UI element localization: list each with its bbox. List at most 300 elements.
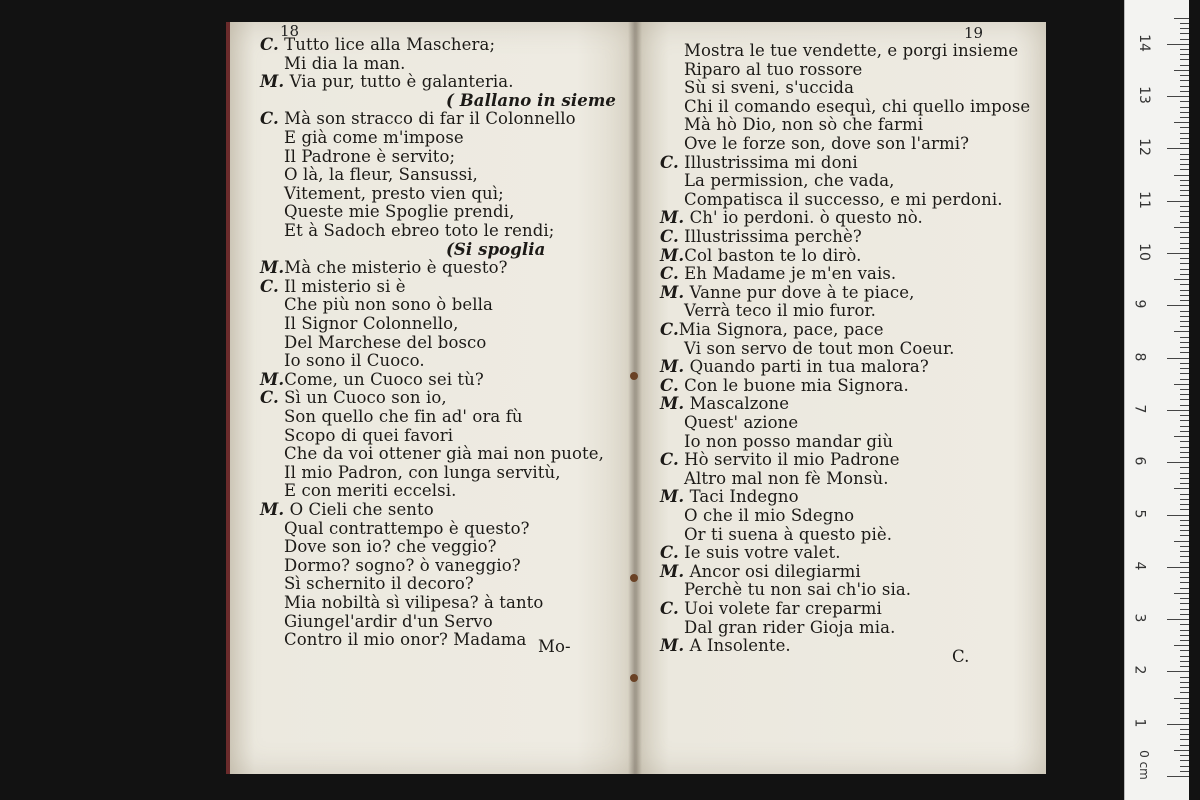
verse-text: Il Signor Colonnello, xyxy=(284,314,459,333)
verse-text: Con le buone mia Signora. xyxy=(678,375,909,395)
text-line xyxy=(684,61,862,79)
verse-text: (Si spoglia xyxy=(446,239,546,259)
ruler-tick xyxy=(1180,755,1189,756)
ruler-tick xyxy=(1180,405,1189,406)
ruler-tick xyxy=(1180,352,1189,353)
ruler-tick xyxy=(1180,337,1189,338)
verse-text: Il mio Padron, con lunga servitù, xyxy=(284,462,561,482)
ruler-tick xyxy=(1180,426,1189,427)
ruler-tick xyxy=(1180,499,1189,500)
ruler-tick xyxy=(1180,133,1189,134)
ruler-tick xyxy=(1167,305,1189,306)
ruler-tick xyxy=(1180,248,1189,249)
ruler-tick xyxy=(1174,227,1189,228)
verse-text: Mà son stracco di far il Colonnello xyxy=(278,109,576,129)
ruler-tick xyxy=(1174,18,1189,19)
verse-text: E già come m'impose xyxy=(284,128,464,147)
ruler-tick xyxy=(1167,776,1189,777)
ruler-tick xyxy=(1180,363,1189,364)
ruler-tick xyxy=(1180,708,1189,709)
right-page xyxy=(636,22,1046,774)
measurement-ruler xyxy=(1124,0,1189,800)
ruler-number: 12 xyxy=(1135,138,1152,157)
ruler-tick xyxy=(1180,692,1189,693)
ruler-tick xyxy=(1180,154,1189,155)
verse-text: Io sono il Cuoco. xyxy=(284,351,425,371)
verse-text: Via pur, tutto è galanteria. xyxy=(284,72,514,92)
ruler-tick xyxy=(1180,300,1189,301)
ruler-tick xyxy=(1174,70,1189,71)
verse-text: Mia Signora, pace, pace xyxy=(678,320,884,339)
ruler-tick xyxy=(1174,122,1189,123)
verse-text: Che più non sono ò bella xyxy=(284,295,493,315)
ruler-tick xyxy=(1180,630,1189,631)
verse-text: Qual contrattempo è questo? xyxy=(284,518,530,538)
ruler-tick xyxy=(1180,467,1189,468)
verse-text: Compatisca il successo, e mi perdoni. xyxy=(684,189,1003,209)
ruler-tick xyxy=(1180,389,1189,390)
ruler-tick xyxy=(1180,394,1189,395)
verse-text: Or ti suena à questo piè. xyxy=(684,524,893,544)
ruler-unit-label: 0 cm xyxy=(1136,750,1151,780)
ruler-tick xyxy=(1167,201,1189,202)
verse-text: Illustrissima perchè? xyxy=(678,227,862,246)
verse-text: Quest' azione xyxy=(684,413,799,432)
text-line xyxy=(284,445,604,463)
ruler-tick xyxy=(1180,457,1189,458)
text-line xyxy=(684,172,895,190)
text-line xyxy=(660,637,791,655)
ruler-tick xyxy=(1167,462,1189,463)
text-line xyxy=(284,538,497,556)
ruler-tick xyxy=(1180,59,1189,60)
ruler-tick xyxy=(1167,96,1189,97)
speaker-label: C. xyxy=(660,264,679,284)
text-line xyxy=(660,451,900,469)
speaker-label: C. xyxy=(660,227,679,246)
verse-text: Sì schernito il decoro? xyxy=(284,574,474,594)
text-line xyxy=(684,135,969,153)
open-book xyxy=(226,22,1046,774)
speaker-label: C. xyxy=(660,543,679,563)
ruler-tick xyxy=(1180,509,1189,510)
ruler-tick xyxy=(1180,483,1189,484)
text-line xyxy=(284,594,543,612)
ruler-tick xyxy=(1180,640,1189,641)
ruler-tick xyxy=(1180,190,1189,191)
verse-text: Eh Madame je m'en vais. xyxy=(678,264,897,284)
ruler-number: 10 xyxy=(1135,243,1152,261)
ruler-tick xyxy=(1180,112,1189,113)
text-line xyxy=(684,191,1003,209)
text-line xyxy=(284,482,456,500)
ruler-tick xyxy=(1180,635,1189,636)
speaker-label: M. xyxy=(660,394,685,414)
ruler-tick xyxy=(1180,347,1189,348)
verse-text: Giungel'ardir d'un Servo xyxy=(284,611,493,631)
ruler-tick xyxy=(1180,101,1189,102)
verse-text: Son quello che fin ad' ora fù xyxy=(284,407,523,426)
ruler-tick xyxy=(1180,682,1189,683)
ruler-number: 8 xyxy=(1131,352,1148,362)
verse-text: Mà hò Dio, non sò che farmi xyxy=(684,115,924,135)
ruler-tick xyxy=(1180,127,1189,128)
catchword-right: C. xyxy=(952,647,970,666)
text-line xyxy=(284,613,493,631)
ruler-tick xyxy=(1180,734,1189,735)
ruler-tick xyxy=(1174,488,1189,489)
ruler-tick xyxy=(1180,420,1189,421)
ruler-tick xyxy=(1180,33,1189,34)
ruler-tick xyxy=(1180,342,1189,343)
verse-text: Illustrissima mi doni xyxy=(678,152,858,172)
ruler-tick xyxy=(1180,180,1189,181)
ruler-tick xyxy=(1167,671,1189,672)
ruler-tick xyxy=(1180,326,1189,327)
ruler-tick xyxy=(1167,619,1189,620)
ruler-number: 2 xyxy=(1131,665,1148,675)
ruler-number: 9 xyxy=(1131,299,1148,309)
verse-text: Mà che misterio è questo? xyxy=(284,258,508,278)
text-line xyxy=(446,92,616,110)
ruler-tick xyxy=(1180,274,1189,275)
verse-text: Come, un Cuoco sei tù? xyxy=(284,369,484,389)
verse-text: Riparo al tuo rossore xyxy=(684,59,863,79)
ruler-tick xyxy=(1180,237,1189,238)
ruler-tick xyxy=(1174,541,1189,542)
verse-text: O che il mio Sdegno xyxy=(684,506,855,525)
ruler-tick xyxy=(1180,478,1189,479)
ruler-tick xyxy=(1167,410,1189,411)
speaker-label: M. xyxy=(660,245,685,265)
text-line xyxy=(660,395,789,413)
verse-text: Dal gran rider Gioja mia. xyxy=(684,617,896,637)
verse-text: Uoi volete far creparmi xyxy=(678,599,882,618)
text-line xyxy=(660,209,923,227)
verse-text: Ove le forze son, dove son l'armi? xyxy=(684,134,970,153)
verse-text: Scopo di quei favori xyxy=(284,425,454,445)
ruler-tick xyxy=(1180,269,1189,270)
ruler-tick xyxy=(1180,316,1189,317)
speaker-label: C. xyxy=(660,450,679,470)
ruler-tick xyxy=(1180,185,1189,186)
speaker-label: M. xyxy=(260,500,285,519)
verse-text: O Cieli che sento xyxy=(284,500,434,519)
text-line xyxy=(260,501,434,519)
verse-text: Ancor osi dilegiarmi xyxy=(684,561,861,581)
ruler-tick xyxy=(1180,452,1189,453)
ruler-tick xyxy=(1180,311,1189,312)
ruler-tick xyxy=(1180,138,1189,139)
ruler-tick xyxy=(1180,572,1189,573)
speaker-label: M. xyxy=(660,487,685,507)
text-line xyxy=(684,470,889,488)
ruler-tick xyxy=(1174,175,1189,176)
ruler-tick xyxy=(1180,368,1189,369)
ruler-tick xyxy=(1180,624,1189,625)
page-number-left: 18 xyxy=(280,22,300,40)
text-line xyxy=(446,241,545,259)
ruler-tick xyxy=(1167,44,1189,45)
ruler-tick xyxy=(1180,321,1189,322)
verse-text: Chi il comando esequì, chi quello impose xyxy=(684,96,1031,116)
ruler-tick xyxy=(1180,431,1189,432)
ruler-tick xyxy=(1180,107,1189,108)
text-line xyxy=(684,42,1018,60)
ruler-tick xyxy=(1174,698,1189,699)
ruler-tick xyxy=(1180,222,1189,223)
ruler-tick xyxy=(1174,331,1189,332)
ruler-tick xyxy=(1180,614,1189,615)
ruler-tick xyxy=(1180,263,1189,264)
verse-text: Mascalzone xyxy=(684,394,790,414)
text-line xyxy=(260,389,447,407)
verse-text: Hò servito il mio Padrone xyxy=(678,450,900,470)
ruler-tick xyxy=(1167,567,1189,568)
ruler-tick xyxy=(1167,253,1189,254)
speaker-label: M. xyxy=(660,208,685,228)
ruler-tick xyxy=(1180,159,1189,160)
text-line xyxy=(684,414,798,432)
ruler-tick xyxy=(1180,535,1189,536)
text-line xyxy=(660,544,841,562)
ruler-tick xyxy=(1167,724,1189,725)
ruler-tick xyxy=(1174,436,1189,437)
ruler-number: 4 xyxy=(1131,561,1148,571)
ruler-number: 6 xyxy=(1131,456,1148,466)
ruler-tick xyxy=(1180,546,1189,547)
speaker-label: M. xyxy=(260,72,285,92)
left-page xyxy=(226,22,638,774)
ruler-tick xyxy=(1174,645,1189,646)
verse-text: La permission, che vada, xyxy=(684,171,895,191)
text-line xyxy=(684,433,893,451)
ruler-tick xyxy=(1180,211,1189,212)
speaker-label: C. xyxy=(660,152,679,172)
ruler-tick xyxy=(1180,656,1189,657)
ruler-tick xyxy=(1180,65,1189,66)
ruler-tick xyxy=(1180,91,1189,92)
speaker-label: M. xyxy=(260,258,285,278)
ruler-tick xyxy=(1180,562,1189,563)
ruler-tick xyxy=(1180,399,1189,400)
speaker-label: M. xyxy=(660,357,685,377)
verse-text: Che da voi ottener già mai non puote, xyxy=(284,444,604,464)
ruler-number: 11 xyxy=(1135,190,1152,209)
verse-text: Sù si sveni, s'uccida xyxy=(684,78,855,98)
verse-text: Contro il mio onor? Madama xyxy=(284,630,527,650)
ruler-tick xyxy=(1180,603,1189,604)
speaker-label: C. xyxy=(260,35,279,54)
binding-hole xyxy=(630,574,638,582)
text-line xyxy=(284,296,493,314)
ruler-tick xyxy=(1180,49,1189,50)
text-line xyxy=(660,284,914,302)
ruler-tick xyxy=(1180,582,1189,583)
speaker-label: C. xyxy=(260,388,279,408)
text-line xyxy=(284,464,561,482)
speaker-label: C. xyxy=(660,599,679,618)
text-line xyxy=(284,575,474,593)
ruler-tick xyxy=(1180,143,1189,144)
speaker-label: M. xyxy=(660,561,685,581)
ruler-tick xyxy=(1180,447,1189,448)
verse-text: Vi son servo de tout mon Coeur. xyxy=(684,338,955,358)
text-line xyxy=(660,247,862,265)
ruler-tick xyxy=(1180,28,1189,29)
verse-text: Vitement, presto vien quì; xyxy=(284,183,504,203)
text-line xyxy=(284,222,554,240)
ruler-tick xyxy=(1180,290,1189,291)
ruler-tick xyxy=(1180,703,1189,704)
text-line xyxy=(284,557,521,575)
text-line xyxy=(260,259,508,277)
text-line xyxy=(260,36,495,54)
ruler-tick xyxy=(1174,279,1189,280)
catchword-left: Mo- xyxy=(538,637,571,656)
verse-text: Et à Sadoch ebreo toto le rendi; xyxy=(284,221,555,240)
text-line xyxy=(284,334,486,352)
text-line xyxy=(660,321,884,339)
verse-text: Col baston te lo dirò. xyxy=(684,245,862,265)
speaker-label: M. xyxy=(260,369,285,389)
text-line xyxy=(684,581,911,599)
text-line xyxy=(284,185,504,203)
ruler-tick xyxy=(1180,494,1189,495)
ruler-tick xyxy=(1180,117,1189,118)
verse-text: Del Marchese del bosco xyxy=(284,332,487,352)
ruler-tick xyxy=(1180,771,1189,772)
speaker-label: M. xyxy=(660,282,685,302)
ruler-tick xyxy=(1167,148,1189,149)
ruler-tick xyxy=(1180,258,1189,259)
ruler-tick xyxy=(1180,588,1189,589)
text-line xyxy=(684,340,955,358)
verse-text: Dove son io? che veggio? xyxy=(284,537,497,557)
ruler-tick xyxy=(1180,206,1189,207)
verse-text: Sì un Cuoco son io, xyxy=(278,388,447,408)
text-line xyxy=(684,79,854,97)
verse-text: A Insolente. xyxy=(684,636,791,656)
verse-text: Mi dia la man. xyxy=(284,53,406,73)
ruler-number: 5 xyxy=(1131,509,1148,518)
verse-text: O là, la fleur, Sansussi, xyxy=(284,165,478,185)
verse-text: Il misterio si è xyxy=(278,276,406,296)
verse-text: Dormo? sogno? ò vaneggio? xyxy=(284,555,521,575)
verse-text: Perchè tu non sai ch'io sia. xyxy=(684,580,912,600)
ruler-tick xyxy=(1180,718,1189,719)
speaker-label: C. xyxy=(260,276,279,296)
text-line xyxy=(260,110,576,128)
ruler-tick xyxy=(1180,525,1189,526)
ruler-tick xyxy=(1180,415,1189,416)
ruler-tick xyxy=(1180,739,1189,740)
ruler-tick xyxy=(1180,520,1189,521)
ruler-tick xyxy=(1180,295,1189,296)
text-line xyxy=(260,278,406,296)
text-line xyxy=(284,55,405,73)
ruler-tick xyxy=(1180,169,1189,170)
ruler-tick xyxy=(1180,54,1189,55)
verse-text: Mia nobiltà sì vilipesa? à tanto xyxy=(284,593,544,612)
ruler-tick xyxy=(1180,86,1189,87)
ruler-tick xyxy=(1180,551,1189,552)
text-line xyxy=(684,116,923,134)
text-line xyxy=(660,154,858,172)
text-line xyxy=(284,427,453,445)
ruler-tick xyxy=(1180,473,1189,474)
verse-text: Mostra le tue vendette, e porgi insieme xyxy=(684,41,1019,60)
ruler-tick xyxy=(1180,80,1189,81)
ruler-tick xyxy=(1180,216,1189,217)
ruler-tick xyxy=(1180,556,1189,557)
verse-text: ( Ballano in sieme xyxy=(446,90,616,110)
ruler-tick xyxy=(1180,75,1189,76)
ruler-tick xyxy=(1180,577,1189,578)
ruler-tick xyxy=(1180,284,1189,285)
ruler-tick xyxy=(1180,441,1189,442)
text-line xyxy=(284,148,455,166)
ruler-tick xyxy=(1167,515,1189,516)
ruler-tick xyxy=(1180,729,1189,730)
text-line xyxy=(660,377,909,395)
verse-text: Altro mal non fè Monsù. xyxy=(684,468,889,488)
ruler-tick xyxy=(1180,666,1189,667)
speaker-label: M. xyxy=(660,636,685,656)
verse-text: Vanne pur dove à te piace, xyxy=(684,282,915,302)
ruler-number: 3 xyxy=(1131,613,1148,623)
ruler-number: 14 xyxy=(1135,33,1152,52)
ruler-tick xyxy=(1167,358,1189,359)
verse-text: Quando parti in tua malora? xyxy=(684,357,929,377)
ruler-tick xyxy=(1180,687,1189,688)
text-line xyxy=(660,228,862,246)
verse-text: Il Padrone è servito; xyxy=(284,146,456,166)
page-number-right: 19 xyxy=(964,24,984,42)
text-line xyxy=(660,600,882,618)
ruler-tick xyxy=(1180,598,1189,599)
text-line xyxy=(284,631,526,649)
text-line xyxy=(284,352,425,370)
speaker-label: C. xyxy=(660,375,679,395)
book-gutter xyxy=(628,22,642,774)
speaker-label: C. xyxy=(660,320,679,339)
ruler-number: 13 xyxy=(1135,86,1152,105)
ruler-tick xyxy=(1180,23,1189,24)
ruler-tick xyxy=(1174,750,1189,751)
ruler-tick xyxy=(1174,593,1189,594)
ruler-tick xyxy=(1180,530,1189,531)
text-line xyxy=(684,98,1030,116)
ruler-tick xyxy=(1180,164,1189,165)
text-line xyxy=(284,129,464,147)
text-line xyxy=(284,166,478,184)
text-line xyxy=(260,73,514,91)
verse-text: Verrà teco il mio furor. xyxy=(684,301,877,321)
ruler-number: 7 xyxy=(1131,404,1148,414)
binding-hole xyxy=(630,674,638,682)
verse-text: E con meriti eccelsi. xyxy=(284,481,457,501)
text-line xyxy=(284,408,523,426)
ruler-tick xyxy=(1180,373,1189,374)
ruler-tick xyxy=(1174,384,1189,385)
text-line xyxy=(260,371,484,389)
text-line xyxy=(284,315,459,333)
speaker-label: C. xyxy=(260,109,279,129)
text-line xyxy=(660,488,799,506)
text-line xyxy=(284,520,530,538)
ruler-tick xyxy=(1180,766,1189,767)
